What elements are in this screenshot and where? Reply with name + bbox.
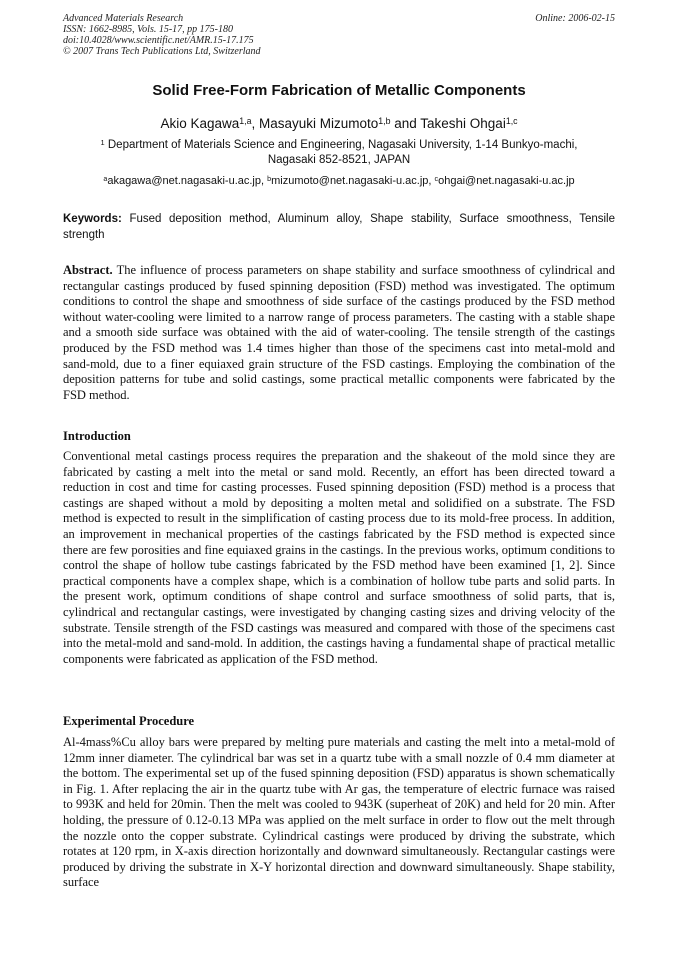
author-separator: ,: [251, 116, 259, 131]
author-affil-sup: 1,c: [505, 116, 518, 127]
journal-name: Advanced Materials Research: [63, 13, 184, 24]
author-list: [63, 116, 615, 131]
email-separator: ,: [428, 175, 435, 187]
keywords: [63, 212, 615, 243]
online-date: Online: 2006-02-15: [535, 13, 615, 24]
email-sup: b: [267, 174, 272, 183]
author-emails: [63, 175, 615, 187]
email-sup: a: [103, 174, 108, 183]
keywords-label: Keywords:: [63, 213, 122, 225]
introduction-paragraph: Conventional metal castings process requires the preparation and the shakeout of the mold since they are fabricated by casting a melt into the metal or sand mold. Recently, an effort has been directed toward a reduction in cost and time for casting processes. Fused spinning deposition (FSD) method is a process that castings are shaped without a mold by depositing a molten metal and solidified on a substrate. The FSD method is expected to result in the simplification of casting process due to its mold-free process. In addition, an improvement in mechanical properties of the castings fabricated by the FSD method is expected since there are few porosities and fine equiaxed grains in the castings. In the previous works, optimum conditions to control the shape of hollow tube castings fabricated by the FSD method have been examined [1, 2]. Since practical components have a complex shape, which is a combination of hollow tube parts and solid parts. In the present work, optimum conditions of shape control and surface smoothness of solid parts, that is, cylindrical and rectangular castings, were investigated by changing casting sizes and driving velocity of the substrate. Tensile strength of the FSD castings was measured and compared with those of the specimens cast into the metal-mold and sand-mold. In addition, the castings having a fundamental shape of practical metallic components were fabricated as application of the FSD method.: [63, 449, 615, 666]
issn-line: ISSN: 1662-8985, Vols. 15-17, pp 175-180: [63, 24, 233, 35]
affiliation-line-2: Nagasaki 852-8521, JAPAN: [267, 154, 411, 166]
email-separator: ,: [260, 175, 268, 187]
author-separator: and: [390, 116, 421, 131]
abstract: [63, 263, 615, 403]
author-name: Takeshi Ohgai: [420, 116, 506, 131]
email-link[interactable]: akagawa@net.nagasaki-u.ac.jp: [107, 175, 261, 187]
email-sup: c: [434, 174, 439, 183]
author-name: Masayuki Mizumoto: [258, 116, 379, 131]
experimental-heading: Experimental Procedure: [63, 714, 195, 728]
author-affil-sup: 1,b: [378, 116, 391, 127]
affiliation: [63, 138, 615, 168]
copyright-line: © 2007 Trans Tech Publications Ltd, Switzerland: [63, 46, 261, 57]
abstract-label: Abstract.: [63, 263, 113, 277]
email-link[interactable]: mizumoto@net.nagasaki-u.ac.jp: [271, 175, 429, 187]
affiliation-line-1: Department of Materials Science and Engineering, Nagasaki University, 1-14 Bunkyo-machi,: [107, 139, 578, 151]
email-link[interactable]: ohgai@net.nagasaki-u.ac.jp: [438, 175, 575, 187]
keywords-text: Fused deposition method, Aluminum alloy, Shape stability, Surface smoothness, Tensile strength: [63, 213, 615, 241]
author-affil-sup: 1,a: [239, 116, 252, 127]
experimental-paragraph: Al-4mass%Cu alloy bars were prepared by melting pure materials and casting the melt into a metal-mold of 12mm inner diameter. The cylindrical bar was set in a quartz tube with a small nozzle of 0.4 mm diameter at the bottom. The experimental set up of the fused spinning deposition (FSD) apparatus is shown schematically in Fig. 1. After replacing the air in the quartz tube with Ar gas, the temperature of electric furnace was raised to 993K and held for 20min. Then the melt was cooled to 943K (superheat of 20K) and held for 20 min. After holding, the pressure of 0.12-0.13 MPa was applied on the melt surface in order to flow out the melt through the nozzle onto the copper substrate. Cylindrical castings were produced by driving the substrate, which rotates at 120 rpm, in X-axis direction horizontally and downward simultaneously. Rectangular castings were produced by driving the substrate in X-Y horizontal direction and downward simultaneously. Shape stability, surface: [63, 735, 615, 890]
journal-header: [63, 13, 615, 57]
affiliation-sup: 1: [100, 137, 105, 147]
introduction-heading: Introduction: [63, 429, 131, 443]
abstract-text: The influence of process parameters on shape stability and surface smoothness of cylindrical and rectangular castings produced by fused spinning deposition (FSD) method was investigated. The optimum conditions to control the shape and smoothness of side surface of the castings produced by the FSD method without water-cooling were limited to a narrow range of process parameters. The casting with a stable shape and a smooth side surface was obtained with the aid of water-cooling. The tensile strength of the castings produced by the FSD method was 1.4 times higher than those of the specimens cast into metal-mold and sand-mold, due to a finer equiaxed grain structure of the FSD castings. Employing the combination of the deposition patterns for tube and solid castings, some practical metallic components were fabricated by the FSD method.: [63, 263, 616, 402]
paper-title: Solid Free-Form Fabrication of Metallic Components: [152, 82, 526, 99]
doi-line: doi:10.4028/www.scientific.net/AMR.15-17.175: [63, 35, 254, 46]
author-name: Akio Kagawa: [160, 116, 240, 131]
